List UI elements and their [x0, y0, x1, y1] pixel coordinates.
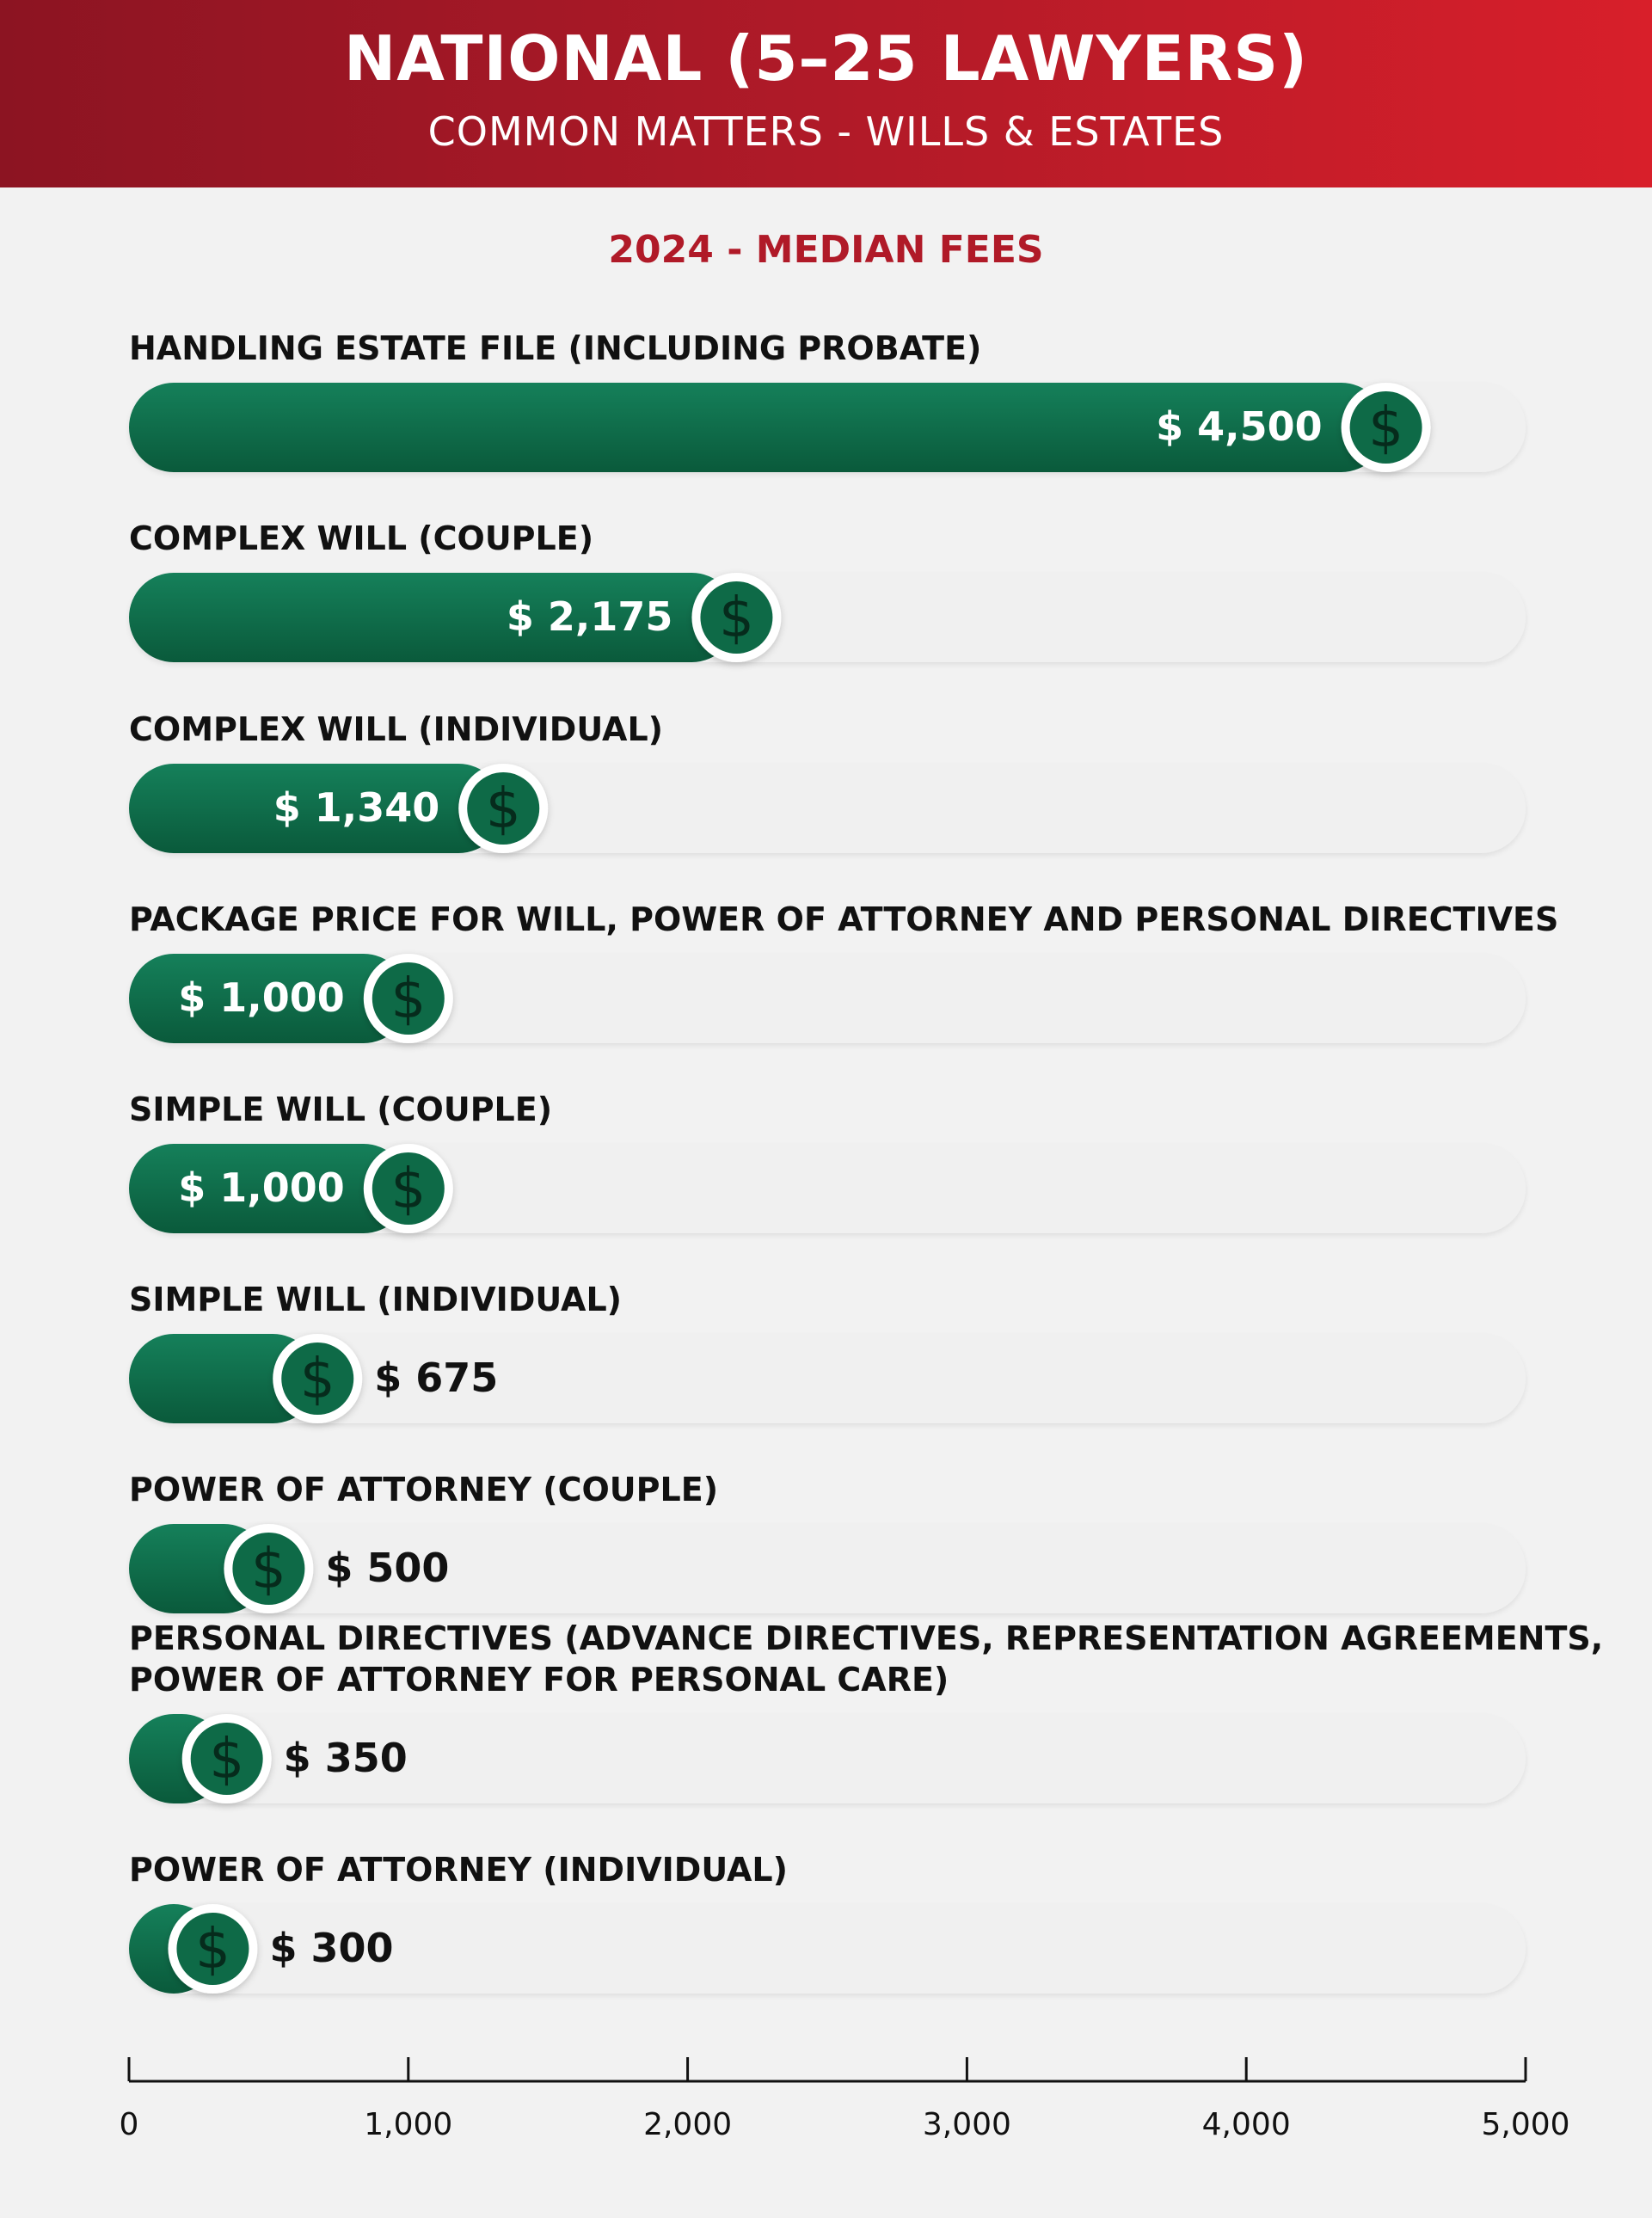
x-tick-label: 5,000 [1481, 2107, 1570, 2142]
dollar-icon [182, 1714, 272, 1803]
bar-row [129, 1091, 1526, 1233]
category-label: COMPLEX WILL (INDIVIDUAL) [129, 710, 664, 748]
dollar-icon [168, 1904, 257, 1994]
data-label: $ 350 [283, 1735, 408, 1781]
data-label: $ 1,000 [178, 1164, 345, 1211]
data-label: $ 1,000 [178, 974, 345, 1021]
bar-row [129, 1281, 1526, 1423]
page-subtitle: COMMON MATTERS - WILLS & ESTATES [427, 108, 1225, 155]
data-label: $ 300 [269, 1925, 394, 1971]
bar-row [129, 1619, 1603, 1803]
bar-row [129, 329, 1526, 472]
data-label: $ 675 [374, 1355, 499, 1401]
category-label: SIMPLE WILL (INDIVIDUAL) [129, 1281, 623, 1318]
x-tick-label: 4,000 [1201, 2107, 1291, 2142]
category-label: COMPLEX WILL (COUPLE) [129, 519, 594, 557]
category-label: HANDLING ESTATE FILE (INCLUDING PROBATE) [129, 329, 982, 367]
svg-text:$: $ [251, 1538, 286, 1601]
svg-text:$: $ [485, 777, 521, 841]
bar-row [129, 519, 1526, 662]
dollar-icon [364, 1144, 453, 1233]
x-tick-label: 1,000 [364, 2107, 453, 2142]
data-label: $ 500 [325, 1545, 450, 1591]
dollar-icon [458, 764, 548, 853]
x-tick-label: 0 [119, 2107, 139, 2142]
category-label: PACKAGE PRICE FOR WILL, POWER OF ATTORNEY AND PERSONAL DIRECTIVES [129, 900, 1559, 938]
bar-row [129, 1851, 1526, 1994]
svg-text:$: $ [1368, 396, 1403, 460]
svg-text:$: $ [299, 1348, 335, 1411]
bar-row [129, 710, 1526, 853]
data-label: $ 4,500 [1156, 403, 1323, 450]
dollar-icon [1342, 383, 1431, 472]
bar-row [129, 1471, 1526, 1613]
category-label: POWER OF ATTORNEY (INDIVIDUAL) [129, 1851, 789, 1889]
chart-title: 2024 - MEDIAN FEES [608, 228, 1044, 272]
svg-text:$: $ [209, 1728, 245, 1791]
category-label: POWER OF ATTORNEY (COUPLE) [129, 1471, 719, 1508]
svg-text:$: $ [195, 1918, 230, 1981]
svg-text:$: $ [390, 1158, 427, 1221]
x-tick-label: 3,000 [922, 2107, 1011, 2142]
dollar-icon [224, 1524, 313, 1613]
svg-text:$: $ [719, 587, 754, 650]
bar-row [129, 900, 1558, 1043]
data-label: $ 2,175 [506, 593, 673, 640]
dollar-icon [273, 1334, 362, 1423]
data-label: $ 1,340 [273, 784, 440, 831]
dollar-icon [364, 954, 453, 1043]
x-tick-label: 2,000 [643, 2107, 733, 2142]
page-title: NATIONAL (5–25 LAWYERS) [344, 22, 1308, 95]
svg-text:$: $ [390, 968, 427, 1031]
category-label: PERSONAL DIRECTIVES (ADVANCE DIRECTIVES, REPRESENTATION AGREEMENTS, POWER OF ATTORNEY FOR PERSONAL CARE) [129, 1619, 1604, 1699]
dollar-icon [691, 573, 781, 662]
category-label: SIMPLE WILL (COUPLE) [129, 1091, 553, 1128]
